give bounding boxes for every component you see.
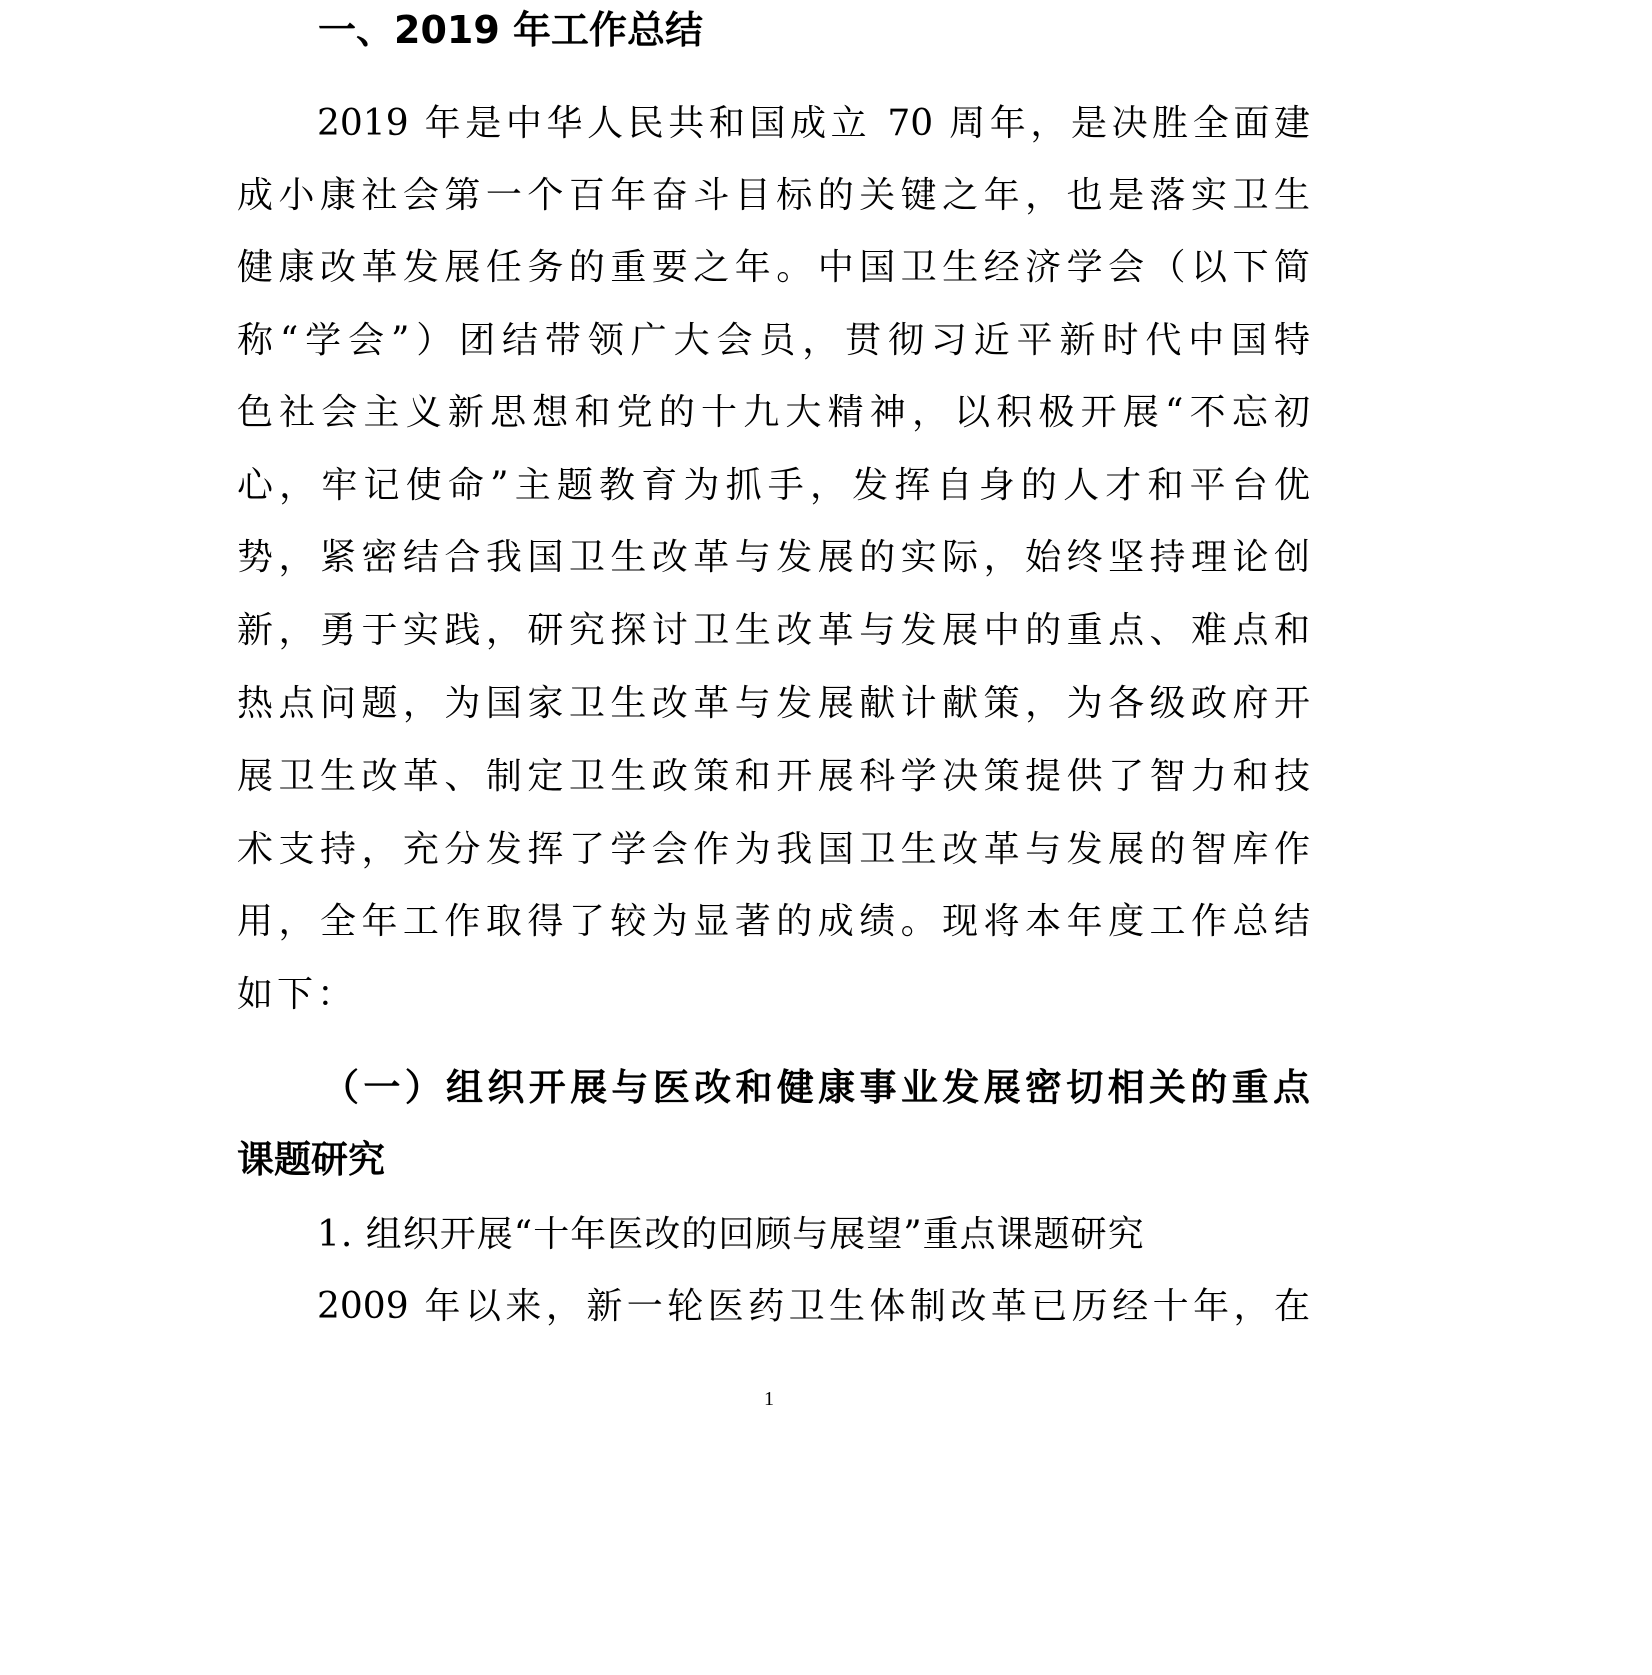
- heading-line: （一）组织开展与医改和健康事业发展密切相关的重点: [322, 1066, 1310, 1109]
- paragraph-line: 用，全年工作取得了较为显著的成绩。现将本年度工作总结: [237, 901, 1310, 942]
- paragraph-line: 热点问题，为国家卫生改革与发展献计献策，为各级政府开: [237, 683, 1310, 724]
- paragraph-line: 色社会主义新思想和党的十九大精神，以积极开展“不忘初: [237, 392, 1310, 433]
- paragraph-line: 如下：: [237, 974, 358, 1015]
- heading-line: 课题研究: [237, 1138, 385, 1181]
- paragraph-line: 新，勇于实践，研究探讨卫生改革与发展中的重点、难点和: [237, 610, 1310, 651]
- item-heading: 1. 组织开展“十年医改的回顾与展望”重点课题研究: [317, 1214, 1145, 1255]
- section-title: 一、2019 年工作总结: [318, 8, 703, 52]
- paragraph-line: 称“学会”）团结带领广大会员，贯彻习近平新时代中国特: [237, 320, 1310, 361]
- paragraph-line: 健康改革发展任务的重要之年。中国卫生经济学会（以下简: [237, 247, 1310, 288]
- paragraph-line: 成小康社会第一个百年奋斗目标的关键之年，也是落实卫生: [237, 175, 1310, 216]
- paragraph-line: 心，牢记使命”主题教育为抓手，发挥自身的人才和平台优: [237, 465, 1310, 506]
- paragraph-line: 2019 年是中华人民共和国成立 70 周年，是决胜全面建: [317, 103, 1310, 144]
- page-number: 1: [764, 1388, 774, 1410]
- paragraph-line: 势，紧密结合我国卫生改革与发展的实际，始终坚持理论创: [237, 537, 1310, 578]
- paragraph-line: 术支持，充分发挥了学会作为我国卫生改革与发展的智库作: [237, 829, 1310, 870]
- item-paragraph-line: 2009 年以来，新一轮医药卫生体制改革已历经十年，在: [317, 1286, 1310, 1327]
- paragraph-line: 展卫生改革、制定卫生政策和开展科学决策提供了智力和技: [237, 756, 1310, 797]
